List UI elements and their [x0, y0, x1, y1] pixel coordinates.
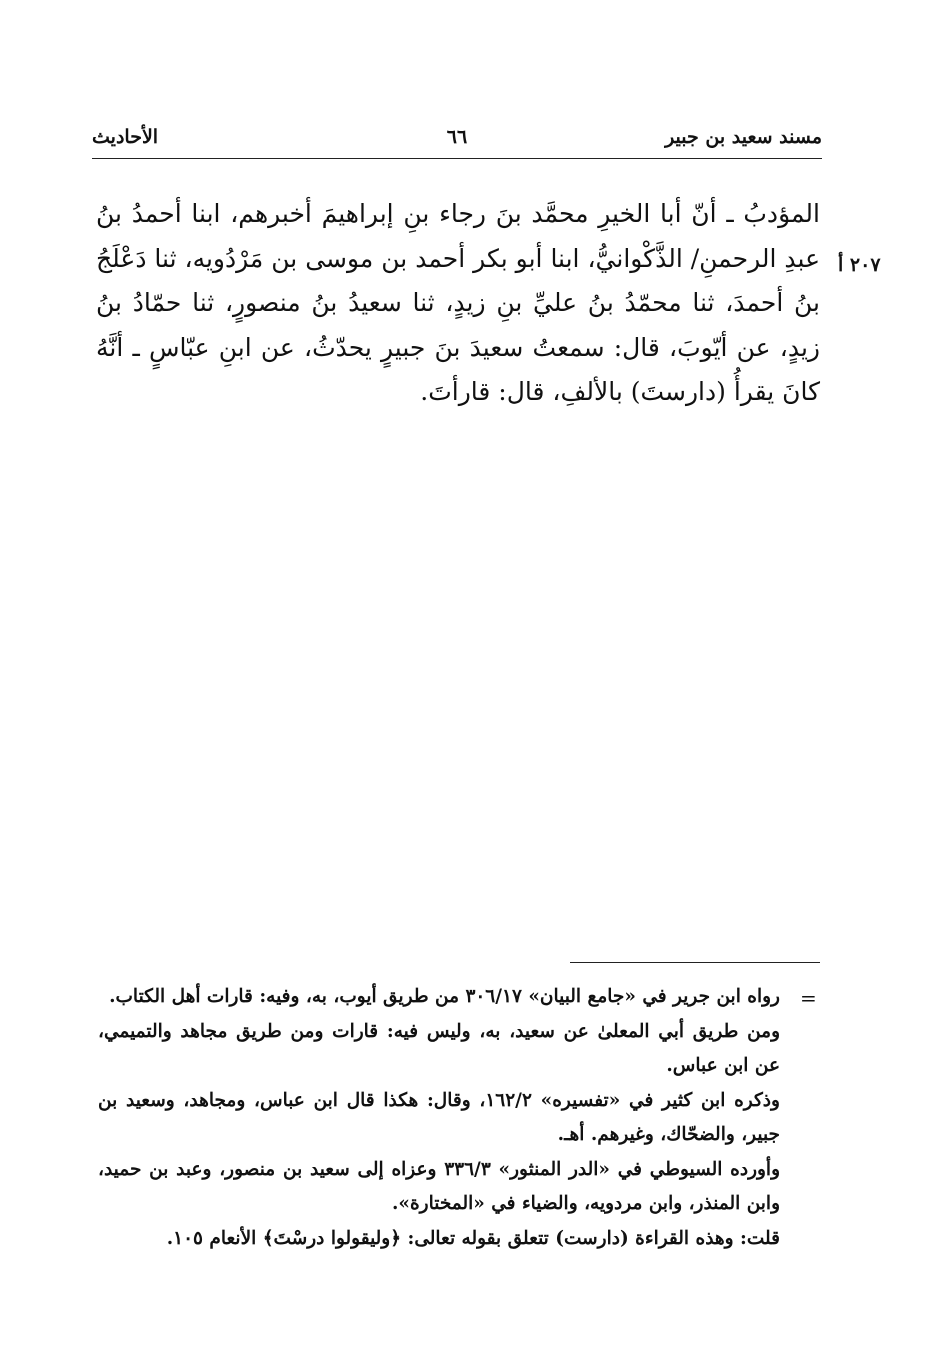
section-title: الأحاديث: [92, 126, 159, 148]
footnote-paragraph: وأورده السيوطي في «الدر المنثور» ٣٣٦/٣ وعزاه إلى سعيد بن منصور، وعبد بن حميد، وابن المنذر، وابن مردويه، والضياء في «المختارة».: [98, 1158, 781, 1214]
running-header: [92, 126, 822, 156]
book-title: مسند سعيد بن جبير: [665, 126, 822, 148]
manuscript-folio-marker: ٢٠٧ أ: [838, 254, 881, 276]
footnotes: [98, 980, 780, 1256]
footnote-paragraph: وذكره ابن كثير في «تفسيره» ١٦٢/٢، وقال: هكذا قال ابن عباس، ومجاهد، وسعيد بن جبير، والضحّاك، وغيرهم. أهـ.: [98, 1089, 780, 1145]
header-divider: [92, 158, 822, 159]
footnote-paragraph: قلت: وهذه القراءة (دارست) تتعلق بقوله تعالى: ﴿وليقولوا درسْتَ﴾ الأنعام ١٠٥.: [166, 1227, 780, 1249]
footnote-divider: [570, 962, 820, 963]
footnote-continuation-marker: =: [800, 986, 817, 1010]
page-number: ٦٦: [446, 126, 468, 148]
footnote-paragraph: ومن طريق أبي المعلىٰ عن سعيد، به، وليس فيه: قارات ومن طريق مجاهد والتميمي، عن ابن عباس.: [98, 1020, 780, 1076]
footnote-paragraph: رواه ابن جرير في «جامع البيان» ٣٠٦/١٧ من طريق أيوب، به، وفيه: قارات أهل الكتاب.: [109, 986, 780, 1007]
main-text: المؤدبُ ـ أنّ أبا الخيرِ محمَّد بنَ رجاء بنِ إبراهيمَ أخبرهم، ابنا أحمدُ بنُ عبدِ الرحمنِ/ الذَّكْوانيُّ، ابنا أبو بكر أحمد بن موسى بن مَرْدُويه، ثنا دَعْلَجُ بنُ أحمدَ، ثنا محمّدُ بنُ عليِّ بنِ زيدٍ، ثنا سعيدُ بنُ منصورٍ، ثنا حمّادُ بنُ زيدٍ، عن أيّوبَ، قال: سمعتُ سعيدَ بنَ جبيرٍ يحدّثُ، عن ابنِ عبّاسٍ ـ أنَّهُ كانَ يقرأُ (دارستَ) بالألفِ، قال: قارأتَ.: [96, 199, 820, 406]
